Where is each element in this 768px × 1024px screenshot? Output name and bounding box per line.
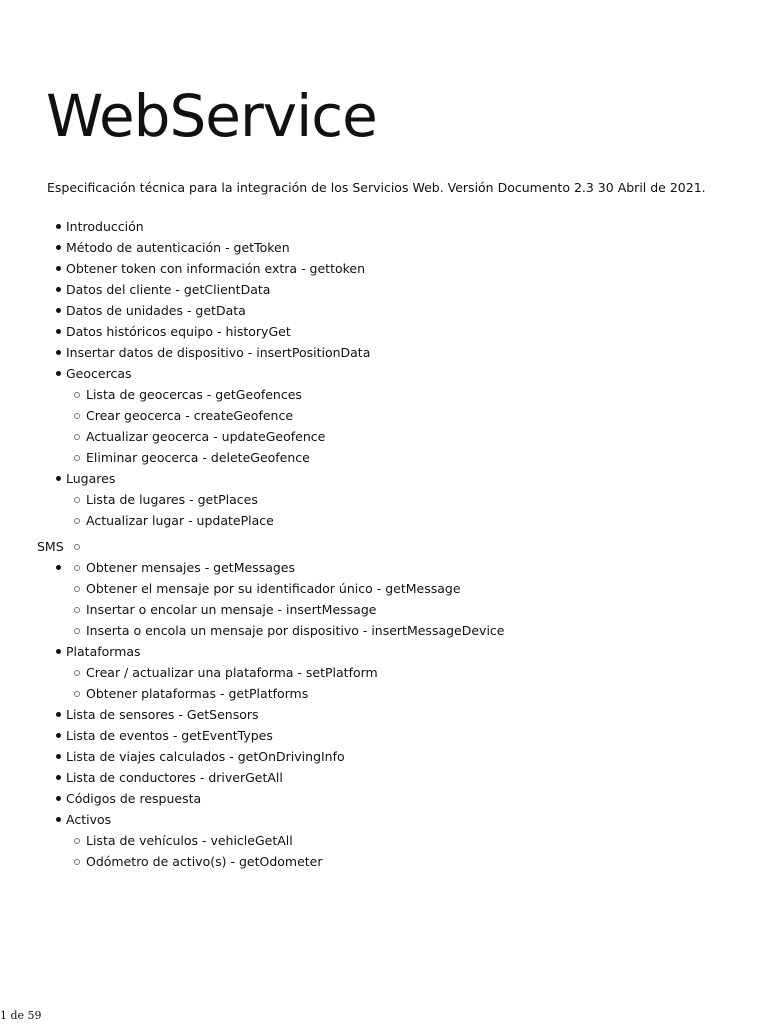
circle-bullet-icon [74,455,80,461]
toc-subitem-label[interactable]: Actualizar lugar - updatePlace [86,513,274,528]
toc-subitem[interactable] [0,557,768,578]
toc-subitem[interactable] [0,447,768,468]
bullet-icon [56,775,61,780]
toc-item-label[interactable]: Lista de viajes calculados - getOnDrivingInfo [66,749,345,764]
toc-subitem-label[interactable]: Obtener plataformas - getPlatforms [86,686,309,701]
circle-bullet-icon [74,565,80,571]
toc-item-introduccion[interactable] [0,216,768,237]
toc-item-label[interactable]: Geocercas [66,366,132,381]
circle-bullet-icon [74,518,80,524]
toc-item-driver-get-all[interactable] [0,767,768,788]
bullet-icon [56,733,61,738]
toc-item-get-data[interactable] [0,300,768,321]
page-title: WebService [46,82,377,150]
toc-item-label[interactable]: Lista de conductores - driverGetAll [66,770,283,785]
toc-item-label[interactable]: Introducción [66,219,144,234]
circle-bullet-icon [74,413,80,419]
bullet-icon [56,754,61,759]
toc-subitem[interactable] [0,851,768,872]
toc-subitem[interactable] [0,620,768,641]
bullet-icon [56,224,61,229]
toc-subitem[interactable] [0,683,768,704]
toc-item-get-event-types[interactable] [0,725,768,746]
toc-item-plataformas[interactable] [0,641,768,662]
toc-item-insert-position-data[interactable] [0,342,768,363]
bullet-icon [56,371,61,376]
toc-item-lugares[interactable] [0,468,768,489]
circle-bullet-icon [74,859,80,865]
circle-bullet-icon [74,838,80,844]
toc-item-get-sensors[interactable] [0,704,768,725]
toc-subitem-label[interactable]: Eliminar geocerca - deleteGeofence [86,450,310,465]
toc-subitem-label[interactable]: Lista de vehículos - vehicleGetAll [86,833,293,848]
toc-subitem[interactable] [0,662,768,683]
toc-item-label[interactable]: Datos del cliente - getClientData [66,282,271,297]
bullet-icon [56,796,61,801]
toc-subitem-label[interactable]: Actualizar geocerca - updateGeofence [86,429,326,444]
toc-item-get-on-driving-info[interactable] [0,746,768,767]
toc-item-label[interactable]: SMS [37,539,64,554]
circle-bullet-icon [74,691,80,697]
bullet-icon [56,245,61,250]
toc-item-label[interactable]: Insertar datos de dispositivo - insertPositionData [66,345,371,360]
bullet-icon [56,287,61,292]
toc-subitem-label[interactable]: Insertar o encolar un mensaje - insertMessage [86,602,377,617]
bullet-icon [56,649,61,654]
toc-item-get-token-extra[interactable] [0,258,768,279]
bullet-icon [56,476,61,481]
toc-item-activos[interactable] [0,809,768,830]
toc-item-label[interactable]: Plataformas [66,644,141,659]
bullet-icon [56,266,61,271]
toc-subitem[interactable] [0,599,768,620]
toc-subitem-label[interactable]: Inserta o encola un mensaje por dispositivo - insertMessageDevice [86,623,505,638]
toc-subitem-label[interactable]: Crear / actualizar una plataforma - setPlatform [86,665,378,680]
toc-item-label[interactable]: Lugares [66,471,116,486]
bullet-icon [56,329,61,334]
toc-subitem-label[interactable]: Lista de geocercas - getGeofences [86,387,302,402]
toc-subitem-label[interactable]: Crear geocerca - createGeofence [86,408,294,423]
toc-subitem-label[interactable]: Lista de lugares - getPlaces [86,492,258,507]
toc-item-label[interactable]: Método de autenticación - getToken [66,240,290,255]
circle-bullet-icon [74,670,80,676]
toc-item-label[interactable]: Datos de unidades - getData [66,303,246,318]
toc-subitem-label[interactable]: Obtener mensajes - getMessages [86,560,296,575]
toc-subitem-label[interactable]: Odómetro de activo(s) - getOdometer [86,854,323,869]
bullet-icon [56,350,61,355]
toc-item-history-get[interactable] [0,321,768,342]
circle-bullet-icon [74,607,80,613]
toc-item-label[interactable]: Datos históricos equipo - historyGet [66,324,291,339]
toc-subitem[interactable] [0,405,768,426]
toc-item-label[interactable]: Lista de eventos - getEventTypes [66,728,273,743]
circle-bullet-icon [74,586,80,592]
circle-bullet-icon [74,544,80,550]
toc-item-geocercas[interactable] [0,363,768,384]
page-indicator: 1 de 59 [0,1009,42,1022]
toc-item-get-client-data[interactable] [0,279,768,300]
toc-subitem-label[interactable]: Obtener el mensaje por su identificador único - getMessage [86,581,461,596]
circle-bullet-icon [74,628,80,634]
toc-subitem[interactable] [0,489,768,510]
bullet-icon [56,712,61,717]
toc-item-label[interactable]: Lista de sensores - GetSensors [66,707,259,722]
bullet-icon [56,308,61,313]
bullet-icon [56,817,61,822]
toc-subitem[interactable] [0,510,768,531]
toc-item-label[interactable]: Obtener token con información extra - gettoken [66,261,366,276]
document-subtitle: Especificación técnica para la integración de los Servicios Web. Versión Documento 2.3 30 Abril de 2021. [47,180,706,195]
toc-subitem[interactable] [0,384,768,405]
bullet-icon [56,565,61,570]
circle-bullet-icon [74,497,80,503]
table-of-contents [0,216,768,872]
toc-subitem[interactable] [0,426,768,447]
toc-subitem[interactable] [0,830,768,851]
toc-item-label[interactable]: Códigos de respuesta [66,791,202,806]
toc-item-label[interactable]: Activos [66,812,112,827]
toc-item-get-token[interactable] [0,237,768,258]
toc-item-codigos-respuesta[interactable] [0,788,768,809]
circle-bullet-icon [74,434,80,440]
toc-item-sms[interactable] [0,536,768,557]
toc-subitem[interactable] [0,578,768,599]
circle-bullet-icon [74,392,80,398]
